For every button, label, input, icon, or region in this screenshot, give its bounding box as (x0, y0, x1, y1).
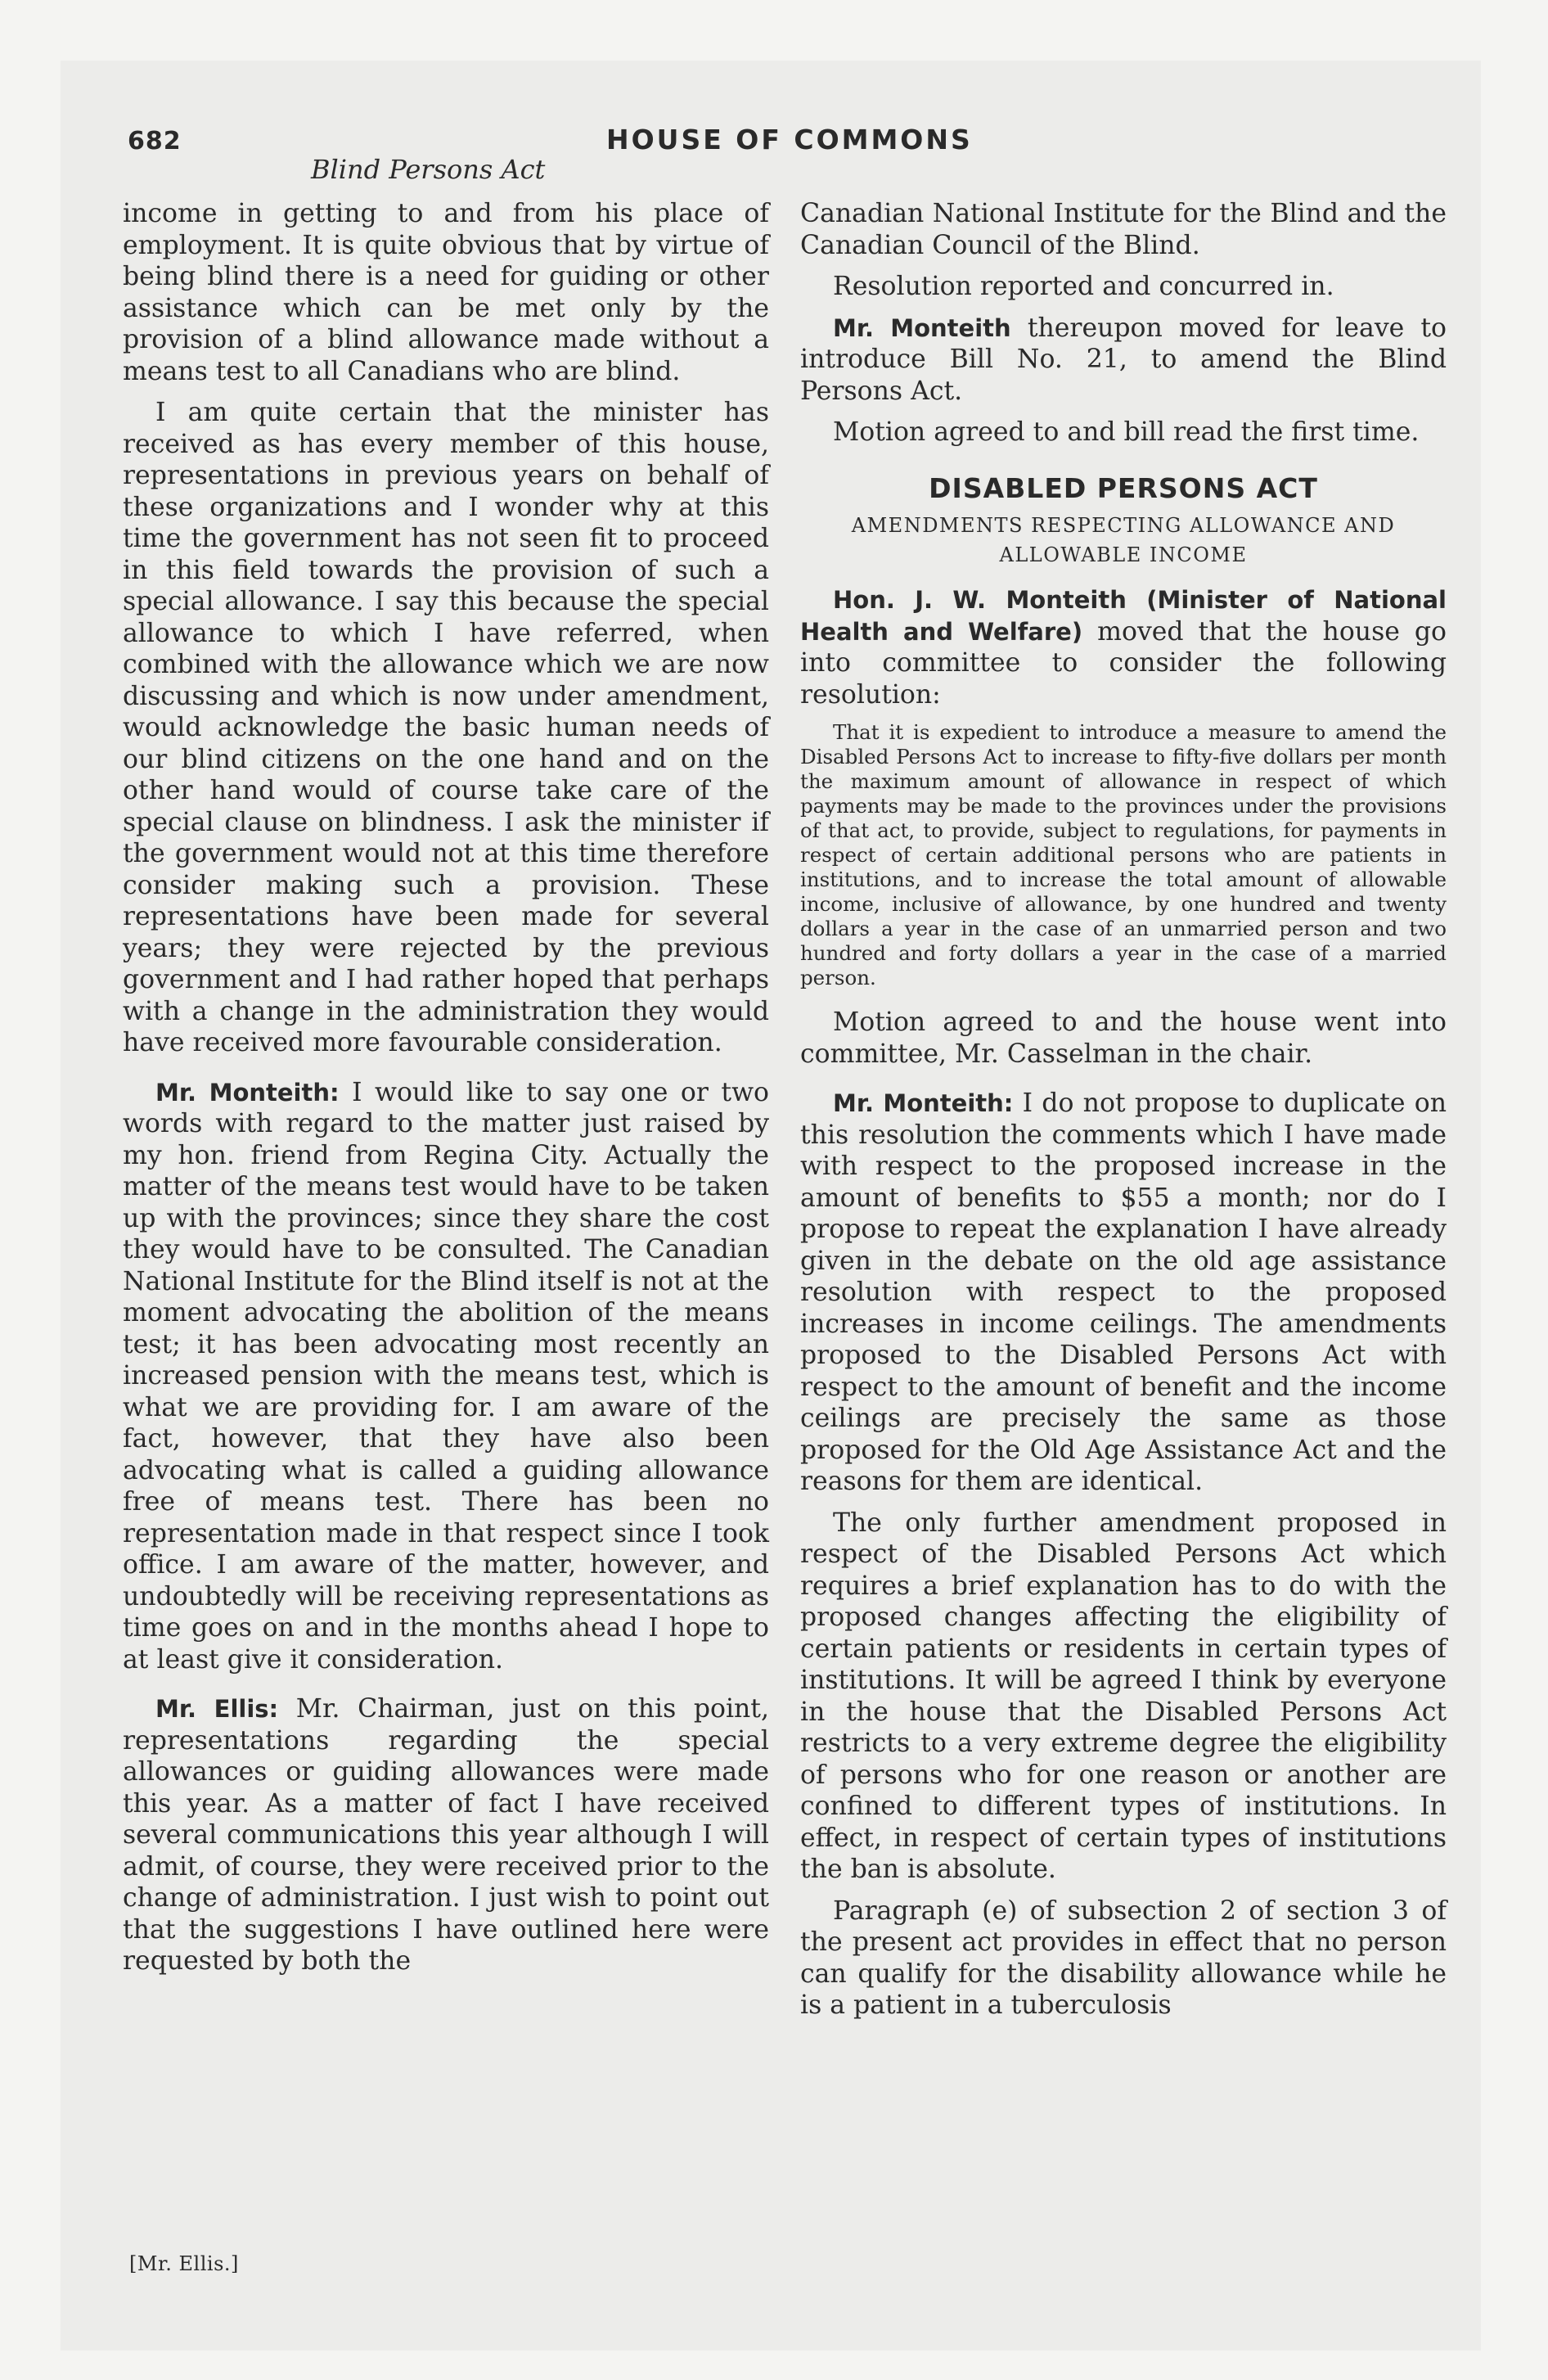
section-title: DISABLED PERSONS ACT (929, 471, 1318, 504)
paragraph: Motion agreed to and the house went into committee, Mr. Casselman in the chair. (800, 1007, 1447, 1069)
running-title: HOUSE OF COMMONS (606, 124, 973, 156)
left-column (123, 198, 769, 1977)
section-subtitle-line: ALLOWABLE INCOME (999, 543, 1248, 566)
speech-text: moved that the house go into committee to consider the following resolution: (800, 616, 1447, 710)
speech (800, 313, 1447, 408)
subject-heading: Blind Persons Act (311, 154, 546, 185)
section-subtitle-line: AMENDMENTS RESPECTING ALLOWANCE AND (851, 514, 1396, 537)
speaker-name: Mr. Ellis: (155, 1695, 279, 1723)
paragraph: Motion agreed to and bill read the first time. (833, 417, 1420, 447)
footer-speaker-ref: [Mr. Ellis.] (129, 2252, 239, 2275)
resolution-text: That it is expedient to introduce a measure to amend the Disabled Persons Act to increase to fifty-five dollars per month the maximum amount of allowance in respect of which payments may be made to the provinces under the provisions of that act, to provide, subject to regulations, for payments in respect of certain additional persons who are patients in institutions, and to increase the total amount of allowable income, inclusive of allowance, by one hundred and twenty dollars a year in the case of an unmarried person and two hundred and forty dollars a year in the case of a married person. (800, 720, 1447, 989)
speech-text: I do not propose to duplicate on this resolution the comments which I have made with respect to the proposed increase in the amount of benefits to $55 a month; nor do I propose to repeat the explanation I have already given in the debate on the old age assistance resolution with respect to the proposed increases in income ceilings. The amendments proposed to the Disabled Persons Act with respect to the amount of benefit and the income ceilings are precisely the same as those proposed for the Old Age Assistance Act and the reasons for them are identical. (800, 1089, 1447, 1496)
speech-text: Mr. Chairman, just on this point, representations regarding the special allowances or guiding allowances were made this year. As a matter of fact I have received several communications this year although I will admit, of course, they were received prior to the change of administration. I just wish to point out that the suggestions I have outlined here were requested by both the (123, 1694, 769, 1976)
speech-text: I would like to say one or two words with regard to the matter just raised by my hon. friend from Regina City. Actually the matter of the means test would have to be taken up with the provinces; since they share the cost they would have to be consulted. The Canadian National Institute for the Blind itself is not at the moment advocating the abolition of the means test; it has been advocating most recently an increased pension with the means test, which is what we are providing for. I am aware of the fact, however, that they have also been advocating what is called a guiding allowance free of means test. There has been no representation made in that respect since I took office. I am aware of the matter, however, and undoubtedly will be receiving representations as time goes on and in the months ahead I hope to at least give it consideration. (123, 1077, 769, 1675)
speech (800, 584, 1447, 710)
speaker-name: Mr. Monteith: (155, 1078, 340, 1107)
speech (123, 1693, 769, 1977)
paragraph: I am quite certain that the minister has received as has every member of this house, representations in previous years on behalf of these organizations and I wonder why at this time the government has not seen fit to proceed in this field towards the provision of such a special allowance. I say this because the special allowance to which I have referred, when combined with the allowance which we are now discussing and which is now under amendment, would acknowledge the basic human needs of our blind citizens on the one hand and on the other hand would of course take care of the special clause on blindness. I ask the minister if the government would not at this time therefore consider making such a provision. These representations have been made for several years; they were rejected by the previous government and I had rather hoped that perhaps with a change in the administration they would have received more favourable consideration. (123, 398, 769, 1057)
page-number: 682 (128, 127, 182, 156)
paragraph: Resolution reported and concurred in. (833, 272, 1334, 301)
section-subtitle (800, 511, 1447, 570)
right-column (800, 198, 1447, 2022)
paragraph: Paragraph (e) of subsection 2 of section 3 of the present act provides in effect that no person can qualify for the disability allowance while he is a patient in a tuberculosis (800, 1895, 1447, 2020)
paragraph: The only further amendment proposed in respect of the Disabled Persons Act which requires a brief explanation has to do with the proposed changes affecting the eligibility of certain patients or residents in certain types of institutions. It will be agreed I think by everyone in the house that the Disabled Persons Act restricts to a very extreme degree the eligibility of persons who for one reason or another are confined to different types of institutions. In effect, in respect of certain types of institutions the ban is absolute. (800, 1508, 1447, 1884)
speech-text: thereupon moved for leave to introduce Bill No. 21, to amend the Blind Persons Act. (800, 313, 1447, 406)
paragraph: Canadian National Institute for the Blind and the Canadian Council of the Blind. (800, 199, 1447, 260)
speaker-name: Mr. Monteith: (833, 1089, 1014, 1117)
speaker-name: Mr. Monteith (833, 313, 1011, 342)
speaker-name: Hon. J. W. Monteith (Minister of National Health and Welfare) (800, 586, 1447, 646)
paragraph: income in getting to and from his place of employment. It is quite obvious that by virtue of being blind there is a need for guiding or other assistance which can be met only by the provision of a blind allowance made without a means test to all Canadians who are blind. (123, 199, 769, 386)
speech (123, 1077, 769, 1676)
speech (800, 1088, 1447, 1498)
